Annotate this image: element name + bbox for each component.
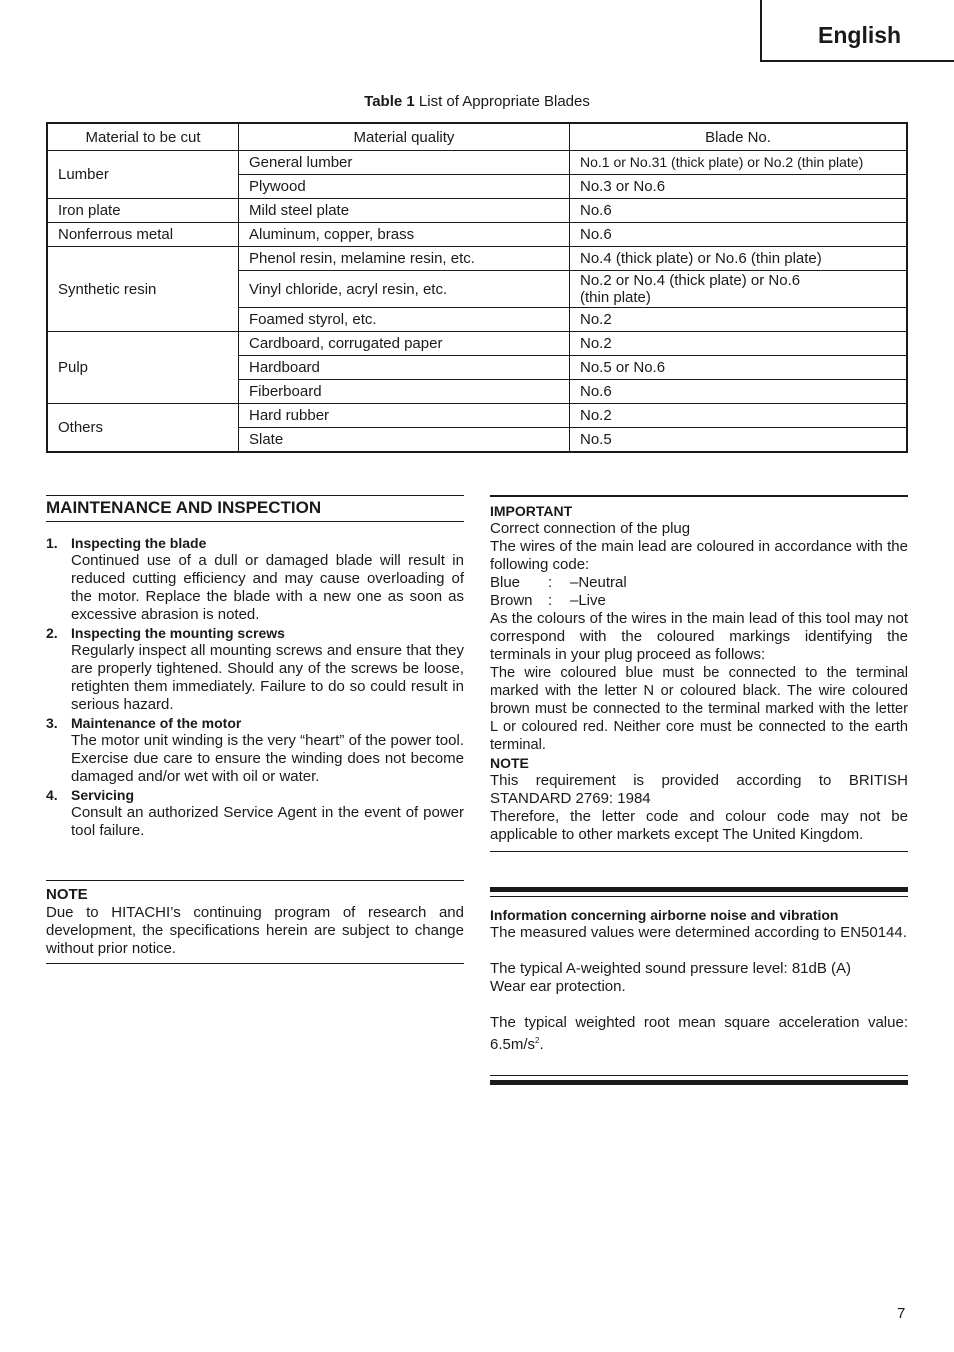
material-cell: Synthetic resin (47, 247, 239, 332)
language-label: English (818, 22, 902, 48)
item-title: Inspecting the mounting screws (71, 625, 285, 641)
quality-cell: Phenol resin, melamine resin, etc. (239, 247, 570, 271)
color-code-separator: : (548, 592, 553, 609)
important-note-text-2: Therefore, the letter code and colour code may not be applicable to other markets except The United Kingdom. (490, 808, 908, 843)
quality-cell: Mild steel plate (239, 199, 570, 223)
table-row (47, 223, 907, 247)
blade-cell (570, 271, 908, 308)
note-bottom-rule (46, 963, 464, 964)
important-top-rule (490, 495, 908, 497)
important-body: As the colours of the wires in the main lead of this tool may not correspond with the coloured markings identifying the terminals in your plug proceed as follows: (490, 610, 908, 663)
color-code-meaning: –Neutral (570, 574, 627, 591)
noise-title: Information concerning airborne noise and vibration (490, 907, 839, 923)
item-number: 1. (46, 535, 58, 551)
noise-top-thin-rule (490, 896, 908, 897)
item-number: 4. (46, 787, 58, 803)
table-row (47, 404, 907, 428)
noise-text-3: Wear ear protection. (490, 978, 626, 995)
item-title: Inspecting the blade (71, 535, 207, 551)
noise-bottom-thin-rule (490, 1075, 908, 1076)
item-text: The motor unit winding is the very “heart” of the power tool. Exercise due care to ensure the winding does not become damaged and/or wet with oil or water. (71, 732, 464, 785)
blade-cell: No.1 or No.31 (thick plate) or No.2 (thin plate) (570, 151, 908, 175)
note-box (46, 886, 464, 958)
color-code-name: Brown (490, 592, 533, 609)
material-cell: Nonferrous metal (47, 223, 239, 247)
blade-cell-line2: (thin plate) (580, 289, 651, 306)
material-cell: Pulp (47, 332, 239, 404)
quality-cell: Fiberboard (239, 380, 570, 404)
table-row (47, 332, 907, 356)
vibration-unit-exponent: 2 (535, 1036, 540, 1045)
note-title: NOTE (46, 886, 88, 903)
item-title: Maintenance of the motor (71, 715, 242, 731)
blade-cell: No.5 (570, 428, 908, 453)
quality-cell: Foamed styrol, etc. (239, 308, 570, 332)
noise-box (490, 906, 908, 1054)
table-caption-text: List of Appropriate Blades (414, 93, 590, 110)
language-tab (760, 0, 954, 62)
list-item (46, 534, 464, 624)
important-title: IMPORTANT (490, 503, 573, 519)
blades-table (46, 122, 908, 453)
page-number: 7 (897, 1305, 906, 1322)
maintenance-title: MAINTENANCE AND INSPECTION (46, 498, 322, 517)
blade-cell: No.6 (570, 380, 908, 404)
table-caption (0, 93, 954, 110)
column-header-material: Material to be cut (47, 123, 239, 151)
vibration-text-end: . (539, 1036, 544, 1053)
section-top-rule (46, 495, 464, 496)
quality-cell: Plywood (239, 175, 570, 199)
table-header-row (47, 123, 907, 151)
noise-bottom-thick-rule (490, 1080, 908, 1085)
blade-cell: No.2 (570, 404, 908, 428)
material-cell: Others (47, 404, 239, 453)
section-title-rule (46, 521, 464, 522)
item-text: Consult an authorized Service Agent in the event of power tool failure. (71, 804, 464, 839)
quality-cell: Cardboard, corrugated paper (239, 332, 570, 356)
noise-text-2: The typical A-weighted sound pressure level: 81dB (A) (490, 960, 852, 977)
color-code-row (490, 592, 908, 610)
quality-cell: Hardboard (239, 356, 570, 380)
important-note-title: NOTE (490, 755, 529, 771)
color-code-name: Blue (490, 574, 521, 591)
blade-cell: No.4 (thick plate) or No.6 (thin plate) (570, 247, 908, 271)
item-number: 2. (46, 625, 58, 641)
important-bottom-rule (490, 851, 908, 852)
item-text: Continued use of a dull or damaged blade will result in reduced cutting efficiency and may cause overloading of the motor. Replace the blade with a new one as soon as excessive abrasion is noted. (71, 552, 464, 623)
material-cell: Lumber (47, 151, 239, 199)
blade-cell: No.5 or No.6 (570, 356, 908, 380)
important-body-wiring: The wire coloured blue must be connected to the terminal marked with the letter N or coloured black. The wire coloured brown must be connected to the terminal marked with the letter L or coloured red. Neither core must be connected to the earth terminal. (490, 665, 908, 753)
column-header-blade: Blade No. (570, 123, 908, 151)
blade-cell: No.2 (570, 332, 908, 356)
list-item (46, 786, 464, 840)
item-number: 3. (46, 715, 58, 731)
quality-cell: Hard rubber (239, 404, 570, 428)
item-text: Regularly inspect all mounting screws and ensure that they are properly tightened. Should any of the screws be loose, retighten them immediately. Failure to do so could result in serious hazard. (71, 642, 464, 713)
quality-cell: Vinyl chloride, acryl resin, etc. (239, 271, 570, 308)
noise-top-thick-rule (490, 887, 908, 892)
color-code-separator: : (548, 574, 553, 591)
important-note-text-1: This requirement is provided according to BRITISH STANDARD 2769: 1984 (490, 772, 908, 807)
list-item (46, 624, 464, 714)
item-title: Servicing (71, 787, 135, 803)
list-item (46, 714, 464, 786)
important-box (490, 502, 908, 844)
color-code-meaning: –Live (570, 592, 606, 609)
important-subtitle: Correct connection of the plug (490, 520, 691, 537)
noise-text-1: The measured values were determined according to EN50144. (490, 924, 907, 941)
blade-cell: No.6 (570, 199, 908, 223)
blade-cell: No.2 (570, 308, 908, 332)
quality-cell: Slate (239, 428, 570, 453)
table-row (47, 199, 907, 223)
vibration-text: The typical weighted root mean square acceleration value: 6.5m/s (490, 1014, 908, 1053)
quality-cell: Aluminum, copper, brass (239, 223, 570, 247)
quality-cell: General lumber (239, 151, 570, 175)
note-top-rule (46, 880, 464, 881)
color-code-row (490, 574, 908, 592)
important-intro: The wires of the main lead are coloured in accordance with the following code: (490, 538, 908, 573)
blade-cell: No.3 or No.6 (570, 175, 908, 199)
note-text: Due to HITACHI’s continuing program of research and development, the specifications herein are subject to change without prior notice. (46, 904, 464, 957)
noise-text-4 (490, 1014, 908, 1054)
blade-cell: No.6 (570, 223, 908, 247)
table-caption-number: Table 1 (364, 93, 415, 110)
blade-cell-line1: No.2 or No.4 (thick plate) or No.6 (580, 272, 801, 289)
table-row (47, 151, 907, 175)
table-row (47, 247, 907, 271)
maintenance-list (46, 534, 464, 840)
column-header-quality: Material quality (239, 123, 570, 151)
material-cell: Iron plate (47, 199, 239, 223)
